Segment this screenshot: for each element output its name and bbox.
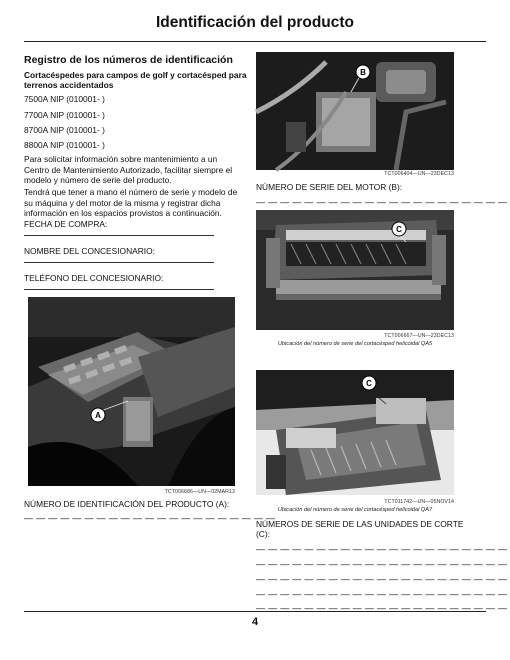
purchase-date-field[interactable] [24, 235, 214, 236]
callout-b: B [360, 68, 366, 77]
dealer-phone-field[interactable] [24, 289, 214, 290]
product-id-label: NÚMERO DE IDENTIFICACIÓN DEL PRODUCTO (A): [24, 499, 230, 509]
engine-serial-label: NÚMERO DE SERIE DEL MOTOR (B): [256, 182, 403, 192]
page-title: Identificación del producto [155, 14, 355, 31]
model-item: 8800A NIP (010001- ) [24, 140, 105, 150]
image-b-reference: TCT006404—UN—23DEC13 [384, 171, 454, 177]
model-item: 7700A NIP (010001- ) [24, 110, 105, 120]
reel-qa5-photo [256, 210, 454, 330]
footer-rule [24, 611, 486, 612]
image-c2-reference: TCT011742—UN—05NOV14 [384, 499, 454, 505]
image-a-reference: TCT006686—UN—02MAR13 [164, 489, 235, 495]
record-paragraph: Tendrá que tener a mano el número de serie y modelo de su máquina y del motor de la misma y registrar dicha información en los espacios provistos a continuación. [24, 187, 238, 219]
image-c1-reference: TCT006667—UN—23DEC13 [384, 333, 454, 339]
product-id-field[interactable]: — — — — — — — — — — — — — — — — — — — — — [24, 513, 276, 523]
callout-a: A [95, 411, 101, 420]
section-heading: Registro de los números de identificación [24, 54, 233, 66]
page-number: 4 [251, 616, 259, 628]
image-c2-caption: Ubicación del número de serie del cortacésped helicoidal QA7 [277, 507, 433, 513]
dealer-name-field[interactable] [24, 262, 214, 263]
engine-serial-field[interactable]: — — — — — — — — — — — — — — — — — — — — — [256, 197, 508, 207]
cutting-unit-field-3[interactable]: — — — — — — — — — — — — — — — — — — — — — [256, 574, 508, 584]
callout-c2: C [366, 379, 372, 388]
dealer-phone-label: TELÉFONO DEL CONCESIONARIO: [24, 273, 164, 283]
header-rule [24, 41, 486, 42]
cutting-unit-field-4[interactable]: — — — — — — — — — — — — — — — — — — — — — [256, 589, 508, 599]
service-paragraph: Para solicitar información sobre mantenimiento a un Centro de Mantenimiento Autorizado, facilitar siempre el modelo y número de serie del producto. [24, 154, 233, 186]
cutting-unit-field-2[interactable]: — — — — — — — — — — — — — — — — — — — — — [256, 559, 508, 569]
cutting-unit-field-5[interactable]: — — — — — — — — — — — — — — — — — — — — — [256, 603, 508, 613]
product-id-photo [28, 297, 235, 486]
callout-c: C [396, 225, 402, 234]
purchase-date-label: FECHA DE COMPRA: [24, 219, 108, 229]
image-c1-caption: Ubicación del número de serie del cortacésped helicoidal QA5 [277, 341, 433, 347]
cutting-units-label: NÚMEROS DE SERIE DE LAS UNIDADES DE CORTE (C): [256, 519, 464, 539]
cutting-unit-field-1[interactable]: — — — — — — — — — — — — — — — — — — — — — [256, 544, 508, 554]
product-subheading: Cortacéspedes para campos de golf y cortacésped para terrenos accidentados [24, 70, 247, 90]
model-item: 8700A NIP (010001- ) [24, 125, 105, 135]
dealer-name-label: NOMBRE DEL CONCESIONARIO: [24, 246, 155, 256]
engine-serial-photo [256, 52, 454, 170]
reel-qa7-photo [256, 370, 454, 495]
model-item: 7500A NIP (010001- ) [24, 94, 105, 104]
